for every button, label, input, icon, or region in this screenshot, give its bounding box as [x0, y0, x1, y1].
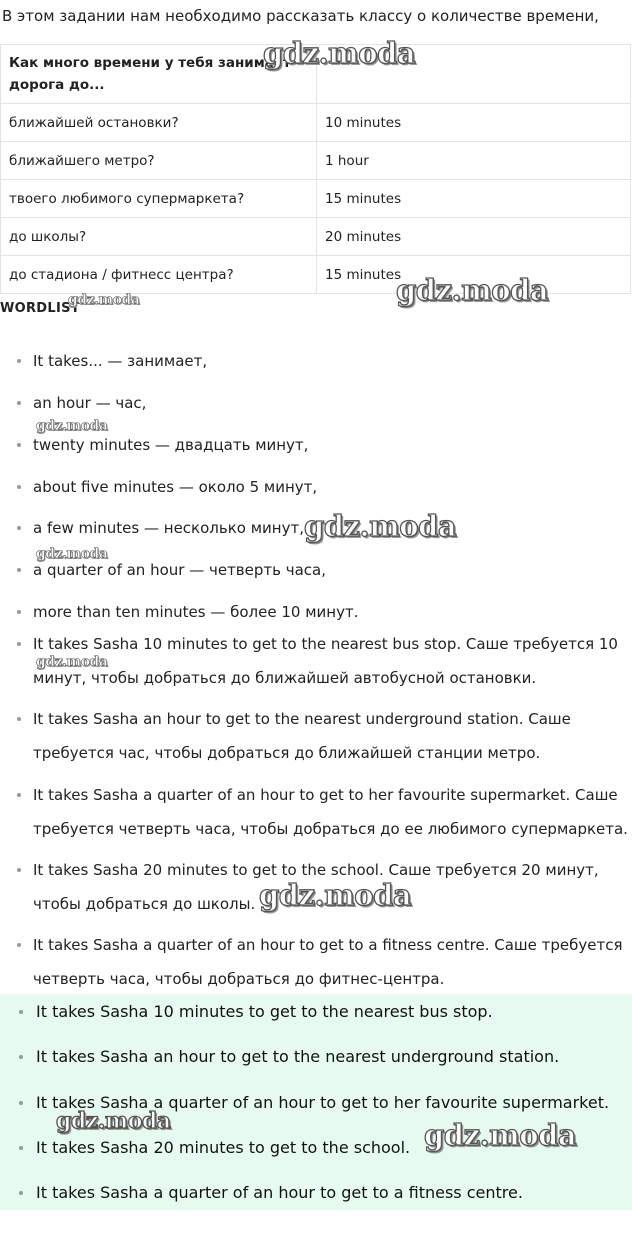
table-row [1, 256, 631, 294]
time-table [0, 44, 631, 294]
translation-line: требуется час, чтобы добраться до ближайшей станции метро. [33, 744, 541, 762]
intro-text: В этом задании нам необходимо рассказать классу о количестве времени, [2, 7, 599, 25]
translation-line: It takes Sasha a quarter of an hour to get to her favourite supermarket. Саше [33, 786, 618, 804]
table-row [1, 218, 631, 256]
translation-line: It takes Sasha 20 minutes to get to the school. Саше требуется 20 минут, [33, 861, 599, 879]
table-header-cell: Как много времени у тебя занимает дорога до... [1, 45, 317, 104]
wordlist-item: an hour — час, [33, 386, 629, 420]
answer-item: It takes Sasha an hour to get to the nearest underground station. [36, 1045, 630, 1069]
translation-line: чтобы добраться до школы. [33, 895, 256, 913]
answer-item: It takes Sasha a quarter of an hour to get to her favourite supermarket. [36, 1091, 630, 1115]
time-cell: 15 minutes [317, 256, 631, 294]
wordlist-item: twenty minutes — двадцать минут, [33, 428, 629, 462]
watermark-logo: gdz.moda [424, 1118, 577, 1152]
place-cell: твоего любимого супермаркета? [1, 180, 317, 218]
watermark-logo: gdz.moda [36, 418, 108, 434]
translation-item [33, 778, 629, 846]
answer-item: It takes Sasha 10 minutes to get to the nearest bus stop. [36, 1000, 630, 1024]
table-header-empty-cell [317, 45, 631, 104]
translation-line: четверть часа, чтобы добраться до фитнес-центра. [33, 970, 445, 988]
translation-line: It takes Sasha a quarter of an hour to get to a fitness centre. Саше требуется [33, 936, 623, 954]
time-cell: 1 hour [317, 142, 631, 180]
translation-line: минут, чтобы добраться до ближайшей автобусной остановки. [33, 669, 537, 687]
place-cell: до стадиона / фитнесс центра? [1, 256, 317, 294]
wordlist-item: It takes... — занимает, [33, 344, 629, 378]
wordlist-item: about five minutes — около 5 минут, [33, 470, 629, 504]
watermark-logo: gdz.moda [263, 36, 416, 70]
time-cell: 10 minutes [317, 104, 631, 142]
place-cell: до школы? [1, 218, 317, 256]
watermark-logo: gdz.moda [36, 546, 108, 562]
watermark-logo: gdz.moda [68, 292, 140, 308]
table-row [1, 142, 631, 180]
answer-block [0, 994, 632, 1210]
table-header-row [1, 45, 631, 104]
translation-item [33, 627, 629, 695]
translation-line: It takes Sasha an hour to get to the nearest underground station. Саше [33, 710, 571, 728]
place-cell: ближайшей остановки? [1, 104, 317, 142]
wordlist-item: a few minutes — несколько минут, [33, 511, 629, 545]
time-cell: 20 minutes [317, 218, 631, 256]
wordlist-title: WORDLIST [0, 301, 80, 316]
wordlist-item: a quarter of an hour — четверть часа, [33, 553, 629, 587]
table-row [1, 180, 631, 218]
translation-line: требуется четверть часа, чтобы добраться до ее любимого супермаркета. [33, 820, 628, 838]
watermark-logo: gdz.moda [304, 509, 457, 543]
watermark-logo: gdz.moda [259, 878, 412, 912]
answer-item: It takes Sasha 20 minutes to get to the school. [36, 1136, 630, 1160]
translation-item [33, 853, 629, 921]
time-cell: 15 minutes [317, 180, 631, 218]
translation-item [33, 928, 629, 996]
answer-item: It takes Sasha a quarter of an hour to get to a fitness centre. [36, 1181, 630, 1205]
wordlist-item: more than ten minutes — более 10 минут. [33, 595, 629, 629]
translation-line: It takes Sasha 10 minutes to get to the nearest bus stop. Саше требуется 10 [33, 635, 618, 653]
watermark-logo: gdz.moda [56, 1108, 171, 1134]
translation-item [33, 702, 629, 770]
watermark-logo: gdz.moda [396, 273, 549, 307]
place-cell: ближайшего метро? [1, 142, 317, 180]
table-row [1, 104, 631, 142]
watermark-logo: gdz.moda [36, 654, 108, 670]
